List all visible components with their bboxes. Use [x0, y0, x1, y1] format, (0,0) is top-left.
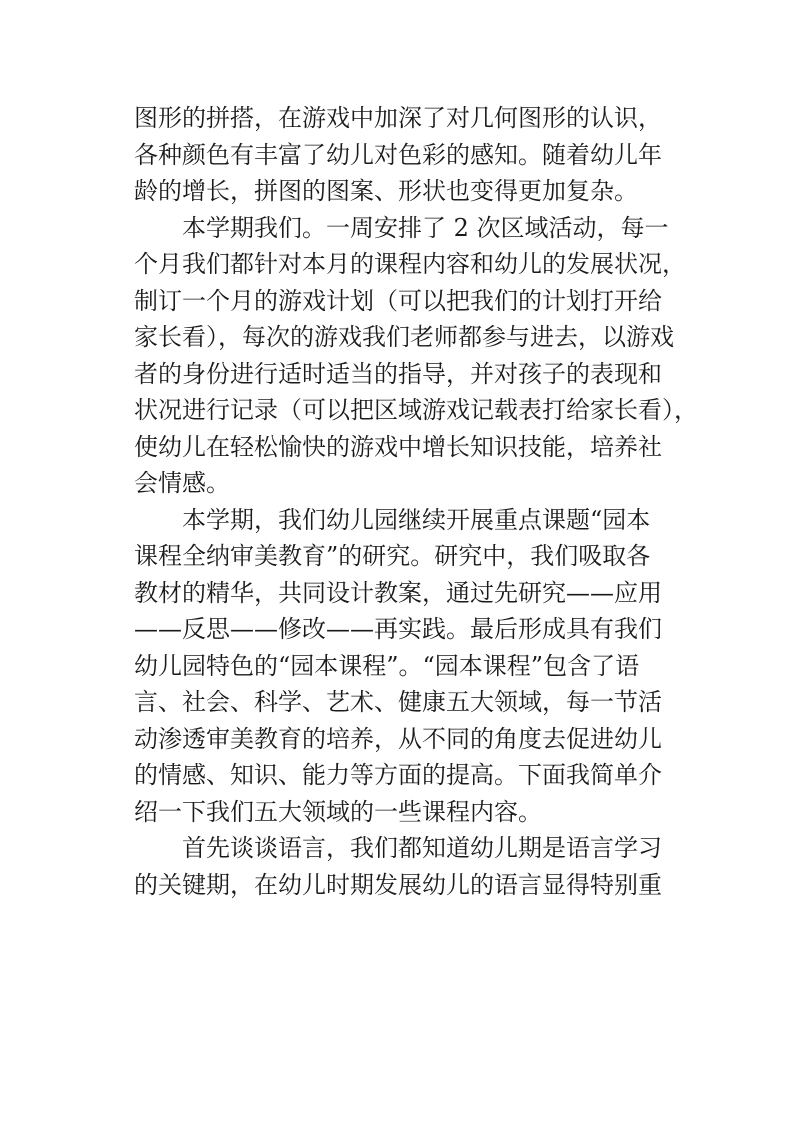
body-text: [134, 100, 698, 903]
text-line: 言、社会、科学、艺术、健康五大领域，每一节活: [134, 688, 662, 716]
text-line: 本学期我们。一周安排了 2 次区域活动，每一: [182, 213, 669, 242]
text-line: 图形的拼搭，在游戏中加深了对几何图形的认识，: [134, 104, 662, 132]
text-line: 制订一个月的游戏计划（可以把我们的计划打开给: [134, 286, 662, 315]
text-line: 状况进行记录（可以把区域游戏记载表打给家长看），: [134, 396, 698, 424]
text-line: 龄的增长，拼图的图案、形状也变得更加复杂。: [134, 177, 638, 205]
text-line: 动渗透审美教育的培养，从不同的角度去促进幼儿: [134, 724, 662, 753]
text-line: 者的身份进行适时适当的指导，并对孩子的表现和: [134, 359, 662, 388]
text-line: 绍一下我们五大领域的一些课程内容。: [134, 797, 542, 826]
text-line: 的关键期，在幼儿时期发展幼儿的语言显得特别重: [134, 870, 662, 899]
text-line: 各种颜色有丰富了幼儿对色彩的感知。随着幼儿年: [134, 140, 662, 169]
text-line: 会情感。: [134, 469, 230, 497]
text-line: 教材的精华，共同设计教案，通过先研究——应用: [134, 578, 662, 607]
text-line: 首先谈谈语言，我们都知道幼儿期是语言学习: [182, 834, 662, 862]
text-line: 家长看），每次的游戏我们老师都参与进去，以游戏: [134, 323, 674, 351]
text-line: 个月我们都针对本月的课程内容和幼儿的发展状况，: [134, 250, 686, 278]
text-line: 课程全纳审美教育”的研究。研究中，我们吸取各: [134, 542, 651, 570]
text-line: 使幼儿在轻松愉快的游戏中增长知识技能，培养社: [134, 432, 662, 461]
text-line: ——反思——修改——再实践。最后形成具有我们: [134, 615, 662, 643]
text-line: 本学期，我们幼儿园继续开展重点课题“园本: [182, 505, 651, 534]
text-line: 幼儿园特色的“园本课程”。“园本课程”包含了语: [134, 651, 640, 680]
text-line: 的情感、知识、能力等方面的提高。下面我简单介: [134, 761, 662, 789]
